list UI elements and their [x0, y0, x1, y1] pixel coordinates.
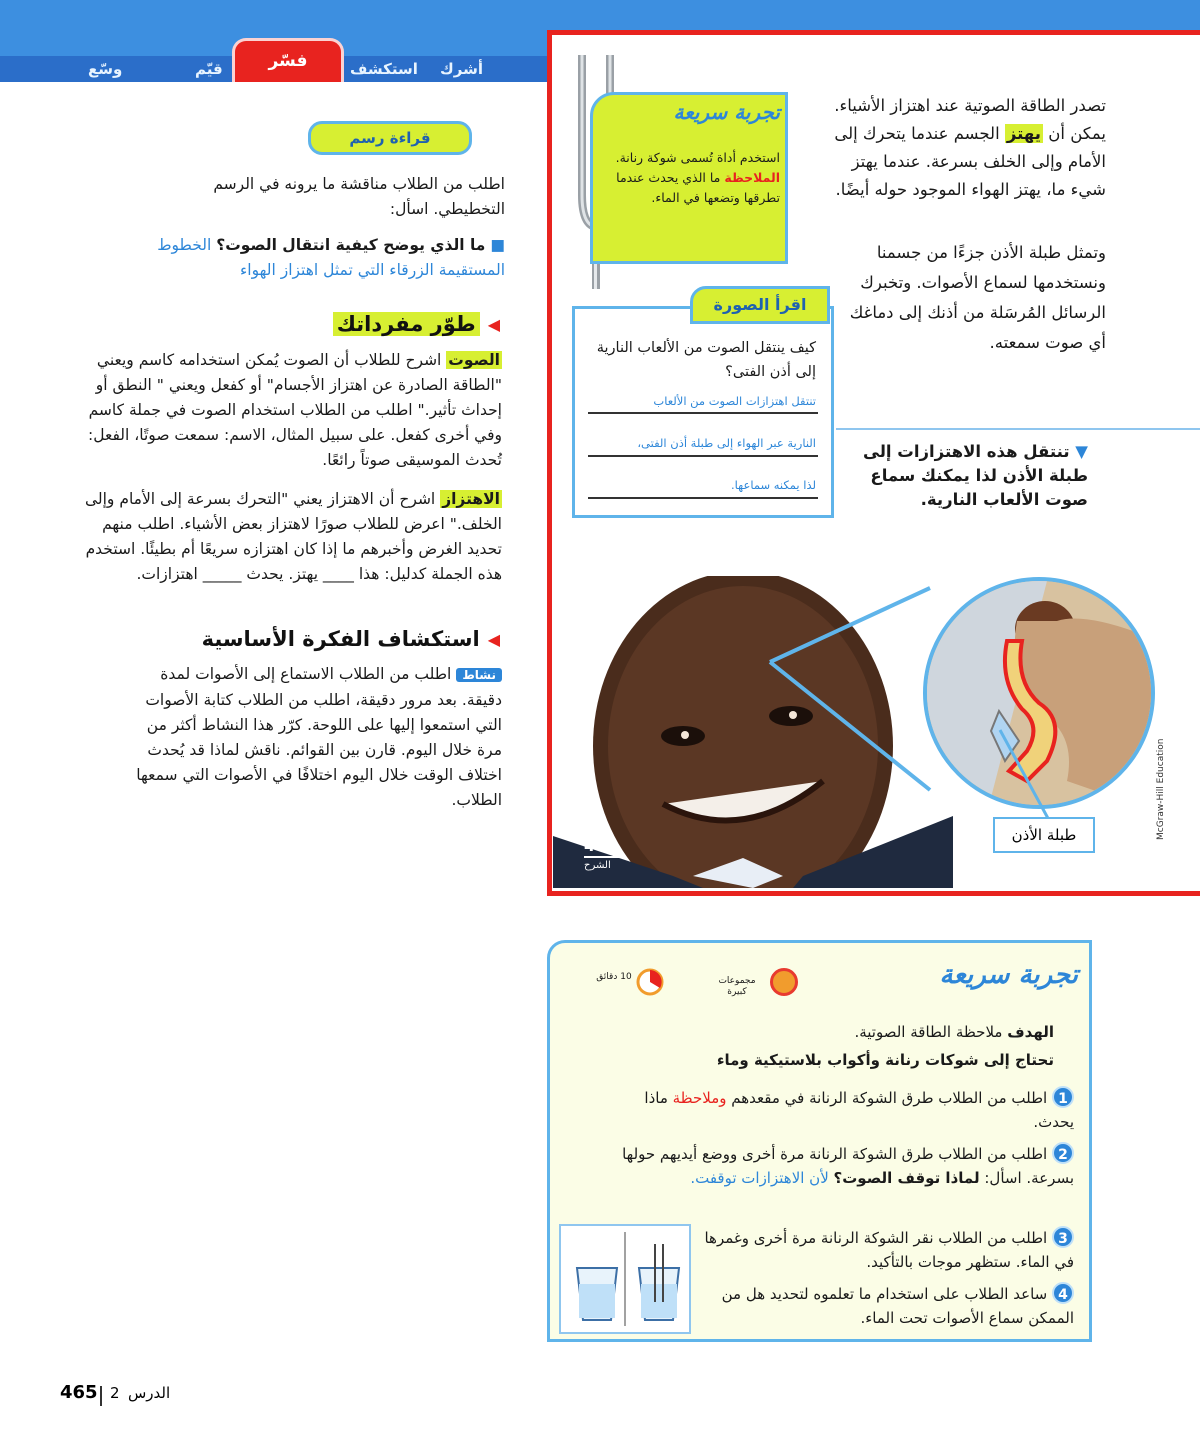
bottom-title: تجربة سريعة	[939, 960, 1078, 990]
intro-text: اطلب من الطلاب مناقشة ما يرونه في الرسم التخطيطي. اسأل:	[213, 175, 505, 218]
explore-title: استكشاف الفكرة الأساسية	[201, 627, 480, 651]
materials-line: تحتاج إلى شوكات رنانة وأكواب بلاستيكية وماء	[716, 1051, 1054, 1069]
activity-text: اطلب من الطلاب الاستماع إلى الأصوات لمدة دقيقة. بعد مرور دقيقة، اطلب من الطلاب كتابة الأصوات التي استمعوا إليها على اللوحة. كرّر هذا النشاط أكثر من مرة خلال اليوم. قارن بين القوائم. ناقش لماذا قد يُحدث اختلاف الوقت خلال اليوم اختلافًا في الأصوات التي سمعها الطلاب.	[136, 665, 502, 809]
eardrum-label: طبلة الأذن	[993, 817, 1095, 853]
tab-extend[interactable]: وسّع	[88, 60, 123, 78]
goal-text: ملاحظة الطاقة الصوتية.	[854, 1023, 1003, 1041]
sound-text: اشرح للطلاب أن الصوت يُمكن استخدامه كاسم ويعني "الطاقة الصادرة عن اهتزاز الأجسام" أو كفعل ويعني " النطق أو إحداث تأثير." اطلب من الطلاب استخدام الصوت في جملة كاسم وفي أخرى كفعل. على سبيل المثال، الاسم: سمعت صوتًا، الفعل: تُحدث الموسيقى صوتاً رائعًا.	[88, 351, 502, 469]
vibration-term: الاهتزاز	[442, 490, 500, 508]
caption-arrow-icon: ▼	[1075, 442, 1088, 461]
vibration-paragraph	[70, 487, 502, 587]
step-2-answer: لأن الاهتزازات توقفت.	[690, 1169, 829, 1187]
answer-line	[588, 455, 818, 457]
step-number-4: 4	[1052, 1282, 1074, 1304]
read-answer-1: تنتقل اهتزازات الصوت من الألعاب	[653, 394, 816, 408]
goal-label: الهدف	[1007, 1023, 1054, 1041]
read-answer-3: لذا يمكنه سماعها.	[731, 478, 816, 492]
answer-line	[588, 497, 818, 499]
tab-engage[interactable]: أشرك	[440, 60, 483, 78]
vibrate-term: يهتز	[1006, 124, 1041, 143]
quick-experiment-text	[598, 148, 780, 208]
goal-line	[600, 1020, 1054, 1044]
question-block	[140, 233, 505, 283]
step-number-3: 3	[1052, 1226, 1074, 1248]
quick-text-a: استخدم أداة تُسمى شوكة رنانة.	[615, 150, 780, 165]
step-1-highlight: وملاحظة	[672, 1089, 727, 1107]
main-paragraph-1	[812, 92, 1106, 204]
credit	[1156, 620, 1170, 840]
main-paragraph-2: وتمثل طبلة الأذن جزءًا من جسمنا ونستخدمها لسماع الأصوات. وتخبرك الرسائل المُرسَلة من أذنك إلى دماغك أي صوت سمعته.	[849, 243, 1106, 352]
group-icon	[770, 968, 798, 996]
caption-text: تنتقل هذه الاهتزازات إلى طبلة الأذن لذا يمكنك سماع صوت الألعاب النارية.	[863, 442, 1088, 509]
footer-page-number: 465	[60, 1382, 98, 1403]
credit-text: McGraw-Hill Education	[1156, 738, 1166, 840]
step-1-text-b: ماذا يحدث.	[644, 1089, 1074, 1131]
triangle-icon: ◀	[487, 314, 500, 334]
step-2	[600, 1142, 1074, 1190]
footer-divider	[100, 1386, 102, 1406]
question-text: ما الذي يوضح كيفية انتقال الصوت؟	[216, 236, 486, 254]
tab-explain[interactable]: فسّر	[232, 38, 344, 82]
footer-lesson-label: الدرس	[128, 1384, 171, 1402]
main-p1-a: تصدر الطاقة الصوتية عند اهتزاز الأشياء. يمكن أن	[834, 96, 1106, 143]
bullet-square-icon: ■	[490, 236, 505, 254]
activity-paragraph	[120, 662, 502, 813]
student-page-number: 465	[584, 836, 618, 855]
read-diagram-pill: قراءة رسم	[308, 121, 472, 155]
student-page-label: الشرح	[584, 860, 611, 871]
quick-text-highlight: الملاحظة	[724, 170, 780, 185]
step-2-question: لماذا توقف الصوت؟	[833, 1169, 980, 1187]
question-answer: الخطوط المستقيمة الزرقاء التي تمثل اهتزاز الهواء	[157, 236, 505, 279]
triangle-icon: ◀	[487, 629, 500, 649]
read-picture-title: اقرأ الصورة	[690, 286, 830, 324]
quick-text-b: ما الذي يحدث عندما تطرقها وتضعها في الماء.	[616, 170, 780, 205]
read-picture-question: كيف ينتقل الصوت من الألعاب النارية إلى أذن الفتى؟	[596, 340, 816, 380]
group-label: مجموعات كبيرة	[718, 976, 756, 997]
caption	[860, 440, 1088, 512]
step-number-2: 2	[1052, 1142, 1074, 1164]
step-1-text-a: اطلب من الطلاب طرق الشوكة الرنانة في مقعدهم	[731, 1089, 1048, 1107]
activity-label: نشاط	[456, 668, 502, 682]
connector-lines	[760, 560, 1200, 880]
vocab-heading	[333, 312, 500, 336]
step-3-text: اطلب من الطلاب نقر الشوكة الرنانة مرة أخرى وغمرها في الماء. ستظهر موجات بالتأكيد.	[704, 1229, 1074, 1271]
time-label: 10 دقائق	[596, 972, 632, 982]
sound-term: الصوت	[448, 351, 500, 369]
tab-explore[interactable]: استكشف	[350, 60, 418, 78]
answer-line	[588, 412, 818, 414]
step-4-text: ساعد الطلاب على استخدام ما تعلموه لتحديد هل من الممكن سماع الأصوات تحت الماء.	[721, 1285, 1074, 1327]
page-rule	[584, 856, 620, 858]
timer-icon	[636, 968, 664, 996]
explore-heading	[202, 627, 500, 651]
divider	[836, 428, 1200, 430]
step-1	[600, 1086, 1074, 1134]
water-glass-illustration	[559, 1224, 691, 1334]
main-p1-b: الجسم عندما يتحرك إلى الأمام وإلى الخلف بسرعة. عندما يهتز شيء ما، يهتز الهواء الموجود حوله أيضًا.	[834, 124, 1106, 199]
vocab-title: طوّر مفرداتك	[333, 312, 480, 336]
step-3	[700, 1226, 1074, 1274]
step-number-1: 1	[1052, 1086, 1074, 1108]
step-2-text: اطلب من الطلاب طرق الشوكة الرنانة مرة أخرى ووضع أيديهم حولها بسرعة. اسأل:	[622, 1145, 1074, 1187]
footer-lesson-number: 2	[110, 1384, 120, 1402]
quick-experiment-title: تجربة سريعة	[673, 100, 780, 124]
sound-paragraph	[70, 348, 502, 473]
vibration-text: اشرح أن الاهتزاز يعني "التحرك بسرعة إلى الأمام وإلى الخلف." اعرض للطلاب صورًا لاهتزاز بعض الأشياء. اطلب منهم تحديد الغرض وأخبرهم ما إذا كان اهتزازه سريعًا أم بطيئًا. استخدم هذه الجملة كدليل: هذا ____ يهتز. يحدث _____ اهتزازات.	[84, 490, 502, 583]
tab-evaluate[interactable]: قيّم	[195, 60, 223, 78]
step-4	[700, 1282, 1074, 1330]
read-answer-2: النارية عبر الهواء إلى طبلة أذن الفتى،	[637, 436, 816, 450]
